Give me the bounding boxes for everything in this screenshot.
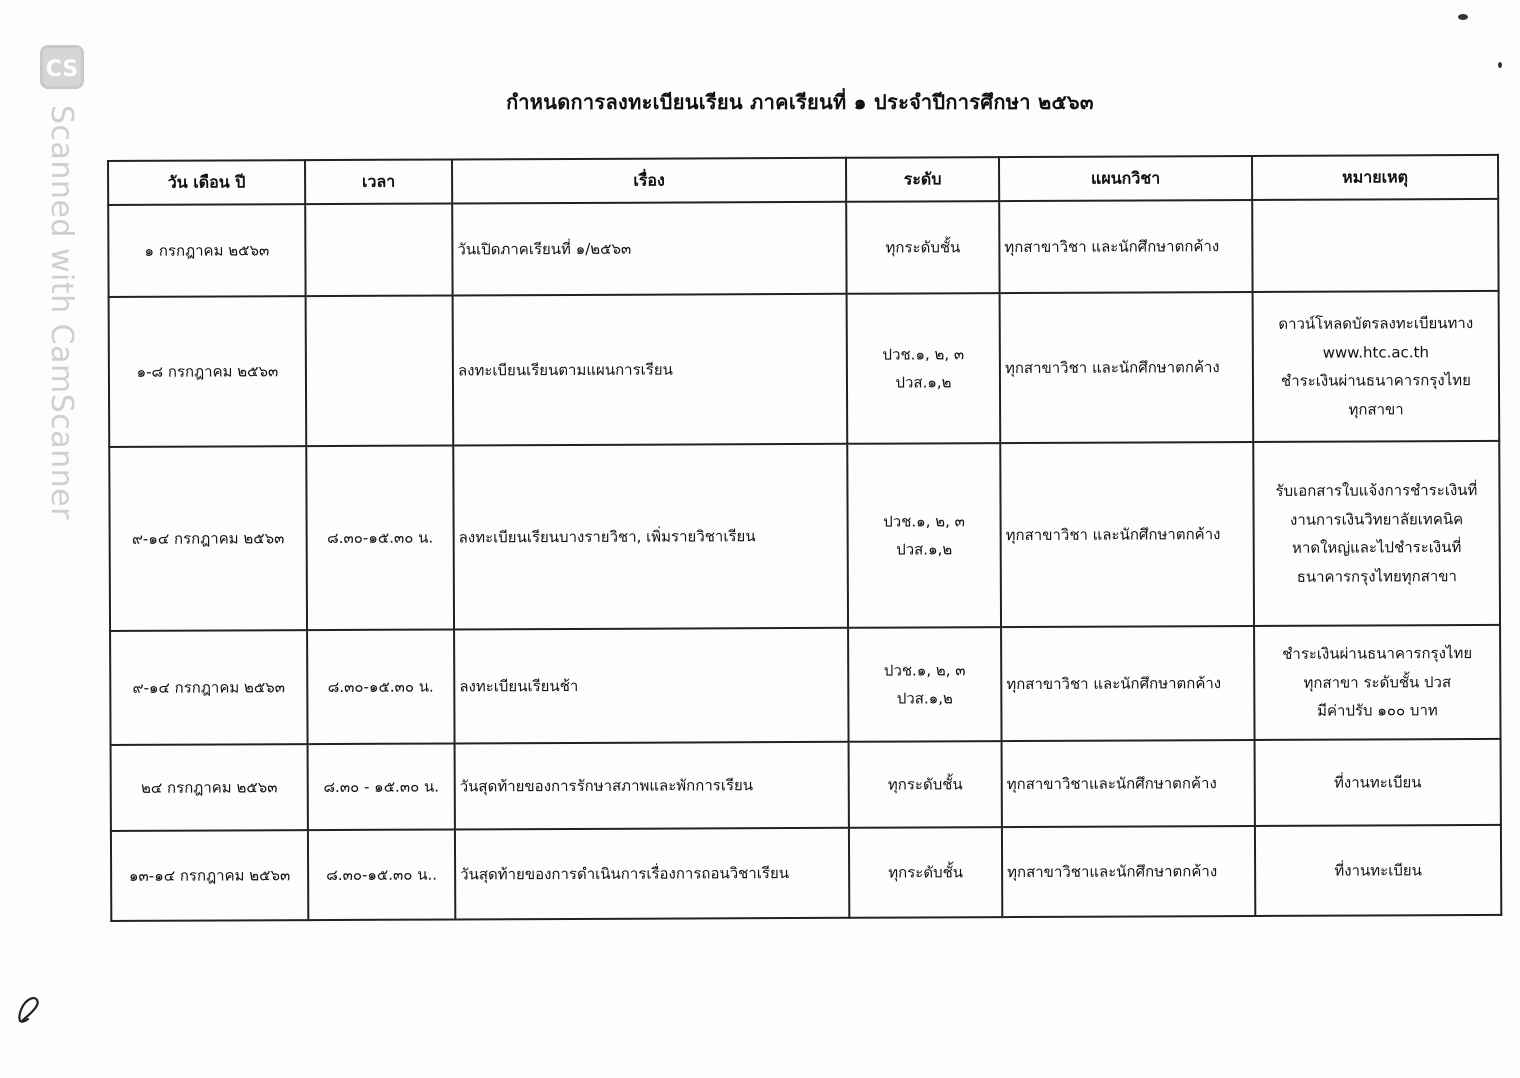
- cell-date: ๑ กรกฎาคม ๒๕๖๓: [108, 204, 305, 297]
- cell-date: ๙-๑๔ กรกฎาคม ๒๕๖๓: [110, 630, 307, 745]
- note-line: มีค่าปรับ ๑๐๐ บาท: [1317, 701, 1438, 720]
- cell-subject: ลงทะเบียนเรียนบางรายวิชา, เพิ่มรายวิชาเรียน: [453, 444, 848, 630]
- cell-level: [846, 201, 999, 294]
- cell-note: [1252, 199, 1498, 292]
- cell-date: ๑-๘ กรกฎาคม ๒๕๖๓: [109, 296, 307, 447]
- header-note: หมายเหตุ: [1252, 155, 1498, 200]
- cell-date: ๒๔ กรกฎาคม ๒๕๖๓: [111, 744, 308, 831]
- note-line: www.htc.ac.th: [1322, 342, 1429, 362]
- cell-note: [1254, 625, 1500, 740]
- cell-level: [849, 741, 1002, 828]
- cell-department: ทุกสาขาวิชา และนักศึกษาตกค้าง: [1000, 442, 1254, 627]
- cell-subject: ลงทะเบียนเรียนช้า: [454, 628, 848, 744]
- document-title: กำหนดการลงทะเบียนเรียน ภาคเรียนที่ ๑ ประจำปีการศึกษา ๒๕๖๓: [506, 90, 1094, 114]
- level-line: ปวช.๑, ๒, ๓: [882, 344, 965, 364]
- cell-level: [847, 293, 1001, 444]
- header-department: แผนกวิชา: [999, 156, 1252, 201]
- cell-note: [1255, 739, 1501, 826]
- cell-department: ทุกสาขาวิชาและนักศึกษาตกค้าง: [1002, 826, 1255, 917]
- cell-subject: วันสุดท้ายของการรักษาสภาพและพักการเรียน: [455, 742, 849, 830]
- note-line: ทุกสาขา ระดับชั้น ปวส: [1303, 672, 1452, 692]
- cell-subject: ลงทะเบียนเรียนตามแผนการเรียน: [453, 294, 848, 446]
- level-line: ทุกระดับชั้น: [885, 238, 961, 257]
- header-subject: เรื่อง: [452, 158, 846, 204]
- cell-time: ๘.๓๐ - ๑๕.๓๐ น.: [308, 743, 455, 830]
- note-line: ที่งานทะเบียน: [1334, 861, 1422, 880]
- cell-time: [305, 203, 452, 296]
- registration-schedule-table: [107, 154, 1502, 922]
- note-line: หาดใหญ่และไปชำระเงินที่: [1291, 538, 1462, 557]
- cell-department: ทุกสาขาวิชา และนักศึกษาตกค้าง: [999, 200, 1252, 293]
- note-line: ชำระเงินผ่านธนาคารกรุงไทย: [1280, 371, 1471, 390]
- cell-date: ๙-๑๔ กรกฎาคม ๒๕๖๓: [109, 446, 307, 631]
- level-line: ปวช.๑, ๒, ๓: [883, 660, 966, 680]
- cell-subject: วันสุดท้ายของการดำเนินการเรื่องการถอนวิชาเรียน: [455, 828, 849, 920]
- cell-level: [847, 443, 1001, 628]
- cell-time: ๘.๓๐-๑๕.๓๐ น.: [306, 445, 454, 630]
- cell-subject: วันเปิดภาคเรียนที่ ๑/๒๕๖๓: [452, 202, 846, 296]
- cell-time: ๘.๓๐-๑๕.๓๐ น.: [307, 629, 454, 744]
- cell-department: ทุกสาขาวิชา และนักศึกษาตกค้าง: [1001, 626, 1254, 741]
- scan-speck: [1498, 62, 1502, 68]
- camscanner-logo: CS: [40, 45, 84, 89]
- level-line: ปวส.๑,๒: [896, 689, 953, 708]
- header-time: เวลา: [305, 159, 452, 204]
- cell-level: [848, 627, 1001, 742]
- cell-note: [1253, 441, 1500, 626]
- cell-department: ทุกสาขาวิชาและนักศึกษาตกค้าง: [1002, 740, 1255, 827]
- table-row: [111, 825, 1501, 921]
- note-line: รับเอกสารใบแจ้งการชำระเงินที่: [1275, 481, 1478, 500]
- level-line: ทุกระดับชั้น: [888, 863, 964, 882]
- note-line: ทุกสาขา: [1348, 399, 1404, 419]
- table-row: [111, 739, 1501, 831]
- note-line: ที่งานทะเบียน: [1333, 773, 1422, 792]
- level-line: ทุกระดับชั้น: [887, 775, 963, 794]
- table-row: [109, 441, 1500, 631]
- pen-scribble-mark: [16, 995, 42, 1025]
- level-line: ปวช.๑, ๒, ๓: [883, 511, 965, 531]
- note-line: ดาวน์โหลดบัตรลงทะเบียนทาง: [1278, 314, 1474, 333]
- note-line: ธนาคารกรุงไทยทุกสาขา: [1296, 566, 1457, 586]
- scan-speck: [1458, 14, 1468, 20]
- cell-department: ทุกสาขาวิชา และนักศึกษาตกค้าง: [1000, 292, 1254, 443]
- cell-note: [1253, 291, 1500, 442]
- cell-time: ๘.๓๐-๑๕.๓๐ น..: [308, 829, 455, 920]
- note-line: ชำระเงินผ่านธนาคารกรุงไทย: [1282, 644, 1473, 664]
- table-header-row: [108, 155, 1498, 205]
- header-level: ระดับ: [846, 157, 999, 202]
- cell-time: [306, 295, 454, 446]
- table-row: [110, 625, 1500, 745]
- table-row: [109, 291, 1500, 447]
- level-line: ปวส.๑,๒: [895, 373, 952, 392]
- cell-level: [849, 827, 1002, 918]
- cell-date: ๑๓-๑๔ กรกฎาคม ๒๕๖๓: [111, 830, 308, 921]
- note-line: งานการเงินวิทยาลัยเทคนิค: [1289, 509, 1464, 529]
- cell-note: [1255, 825, 1501, 916]
- level-line: ปวส.๑,๒: [896, 540, 953, 559]
- camscanner-watermark: Scanned with CamScanner: [44, 105, 79, 520]
- table-row: [108, 199, 1498, 297]
- header-date: วัน เดือน ปี: [108, 160, 305, 205]
